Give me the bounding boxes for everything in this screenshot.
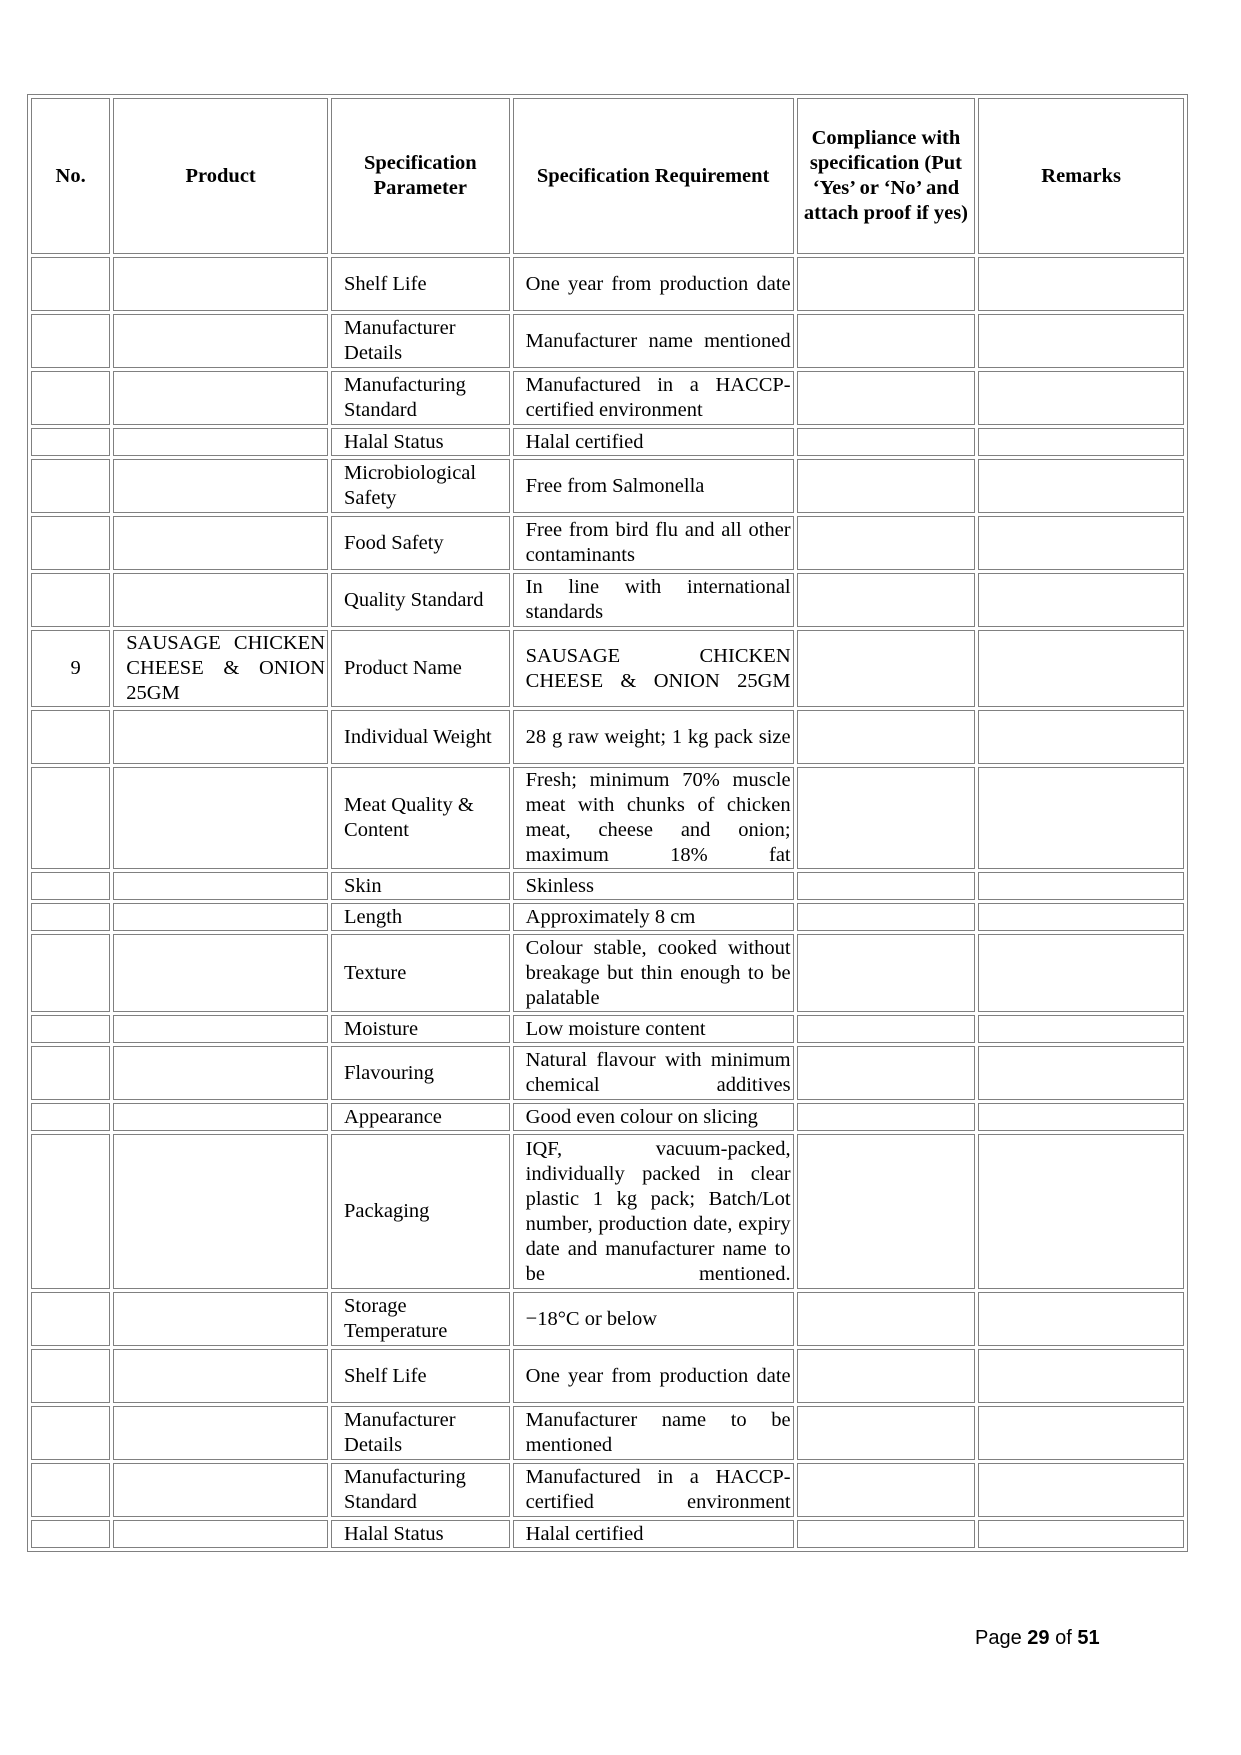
total-pages: 51 [1077, 1627, 1100, 1649]
table-row [31, 1349, 1184, 1403]
row-number [31, 710, 110, 764]
row-parameter: Quality Standard [331, 573, 510, 627]
row-remarks [978, 1103, 1184, 1131]
table-row [31, 257, 1184, 311]
row-compliance [797, 1463, 976, 1517]
table-row [31, 1015, 1184, 1043]
row-product [113, 459, 328, 513]
row-remarks [978, 371, 1184, 425]
row-requirement: Natural flavour with minimum chemical additives [513, 1046, 794, 1100]
row-number [31, 767, 110, 869]
row-requirement: IQF, vacuum-packed, individually packed in clear plastic 1 kg pack; Batch/Lot number, production date, expiry date and manufacturer name to be mentioned. [513, 1134, 794, 1289]
row-product [113, 428, 328, 456]
row-compliance [797, 428, 976, 456]
row-requirement: Free from Salmonella [513, 459, 794, 513]
table-row [31, 710, 1184, 764]
row-remarks [978, 767, 1184, 869]
row-compliance [797, 1134, 976, 1289]
header-row [31, 98, 1184, 254]
row-compliance [797, 1046, 976, 1100]
row-requirement: Halal certified [513, 1520, 794, 1548]
row-parameter: Shelf Life [331, 1349, 510, 1403]
row-remarks [978, 1349, 1184, 1403]
row-parameter: Packaging [331, 1134, 510, 1289]
row-compliance [797, 872, 976, 900]
row-product [113, 872, 328, 900]
page-number [975, 1627, 1100, 1650]
table-row [31, 903, 1184, 931]
row-remarks [978, 934, 1184, 1012]
row-compliance [797, 257, 976, 311]
row-requirement: Colour stable, cooked without breakage but thin enough to be palatable [513, 934, 794, 1012]
row-number [31, 1520, 110, 1548]
row-remarks [978, 710, 1184, 764]
row-remarks [978, 257, 1184, 311]
row-remarks [978, 1046, 1184, 1100]
row-parameter: Halal Status [331, 428, 510, 456]
row-parameter: Texture [331, 934, 510, 1012]
row-compliance [797, 934, 976, 1012]
row-product [113, 257, 328, 311]
row-requirement: Approximately 8 cm [513, 903, 794, 931]
header-parameter: Specification Parameter [331, 98, 510, 254]
row-compliance [797, 516, 976, 570]
row-product [113, 1349, 328, 1403]
row-remarks [978, 314, 1184, 368]
row-number [31, 1134, 110, 1289]
row-remarks [978, 1463, 1184, 1517]
row-product [113, 1463, 328, 1517]
table-row [31, 1046, 1184, 1100]
table-row [31, 1463, 1184, 1517]
row-product [113, 1406, 328, 1460]
table-row [31, 1134, 1184, 1289]
table-row [31, 516, 1184, 570]
row-compliance [797, 710, 976, 764]
row-parameter: Appearance [331, 1103, 510, 1131]
row-parameter: Length [331, 903, 510, 931]
table-row [31, 934, 1184, 1012]
row-compliance [797, 630, 976, 707]
row-parameter: Meat Quality & Content [331, 767, 510, 869]
row-product [113, 314, 328, 368]
row-compliance [797, 1349, 976, 1403]
row-parameter: Storage Temperature [331, 1292, 510, 1346]
page-of: of [1055, 1627, 1072, 1649]
row-requirement: One year from production date [513, 257, 794, 311]
row-remarks [978, 872, 1184, 900]
row-parameter: Manufacturing Standard [331, 371, 510, 425]
row-compliance [797, 314, 976, 368]
table-row [31, 314, 1184, 368]
row-product [113, 516, 328, 570]
row-remarks [978, 1292, 1184, 1346]
row-parameter: Skin [331, 872, 510, 900]
header-no: No. [31, 98, 110, 254]
row-parameter: Individual Weight [331, 710, 510, 764]
row-number [31, 1103, 110, 1131]
header-product: Product [113, 98, 328, 254]
row-number [31, 1463, 110, 1517]
row-requirement: Manufacturer name mentioned [513, 314, 794, 368]
row-requirement: Halal certified [513, 428, 794, 456]
table-row [31, 459, 1184, 513]
row-parameter: Shelf Life [331, 257, 510, 311]
row-product [113, 1134, 328, 1289]
row-number [31, 371, 110, 425]
row-product [113, 903, 328, 931]
table-row [31, 371, 1184, 425]
row-number [31, 428, 110, 456]
row-product [113, 934, 328, 1012]
row-remarks [978, 516, 1184, 570]
row-parameter: Manufacturer Details [331, 314, 510, 368]
row-parameter: Flavouring [331, 1046, 510, 1100]
table-row [31, 1520, 1184, 1548]
row-remarks [978, 1406, 1184, 1460]
row-requirement: Manufacturer name to be mentioned [513, 1406, 794, 1460]
row-parameter: Manufacturer Details [331, 1406, 510, 1460]
table-row [31, 1406, 1184, 1460]
row-product [113, 1015, 328, 1043]
row-product [113, 1520, 328, 1548]
header-requirement: Specification Requirement [513, 98, 794, 254]
row-remarks [978, 1520, 1184, 1548]
row-remarks [978, 1015, 1184, 1043]
row-compliance [797, 1520, 976, 1548]
row-number [31, 314, 110, 368]
row-number [31, 459, 110, 513]
row-number [31, 903, 110, 931]
row-requirement: −18°C or below [513, 1292, 794, 1346]
row-compliance [797, 459, 976, 513]
row-compliance [797, 1406, 976, 1460]
row-requirement: Manufactured in a HACCP-certified environment [513, 1463, 794, 1517]
row-number [31, 1046, 110, 1100]
row-product [113, 767, 328, 869]
row-compliance [797, 1103, 976, 1131]
row-compliance [797, 767, 976, 869]
row-requirement: Low moisture content [513, 1015, 794, 1043]
row-number [31, 1349, 110, 1403]
table-row [31, 1103, 1184, 1131]
row-parameter: Halal Status [331, 1520, 510, 1548]
row-product [113, 573, 328, 627]
page-label: Page [975, 1627, 1022, 1649]
row-parameter: Manufacturing Standard [331, 1463, 510, 1517]
row-product [113, 1292, 328, 1346]
table-row [31, 573, 1184, 627]
row-parameter: Food Safety [331, 516, 510, 570]
row-remarks [978, 903, 1184, 931]
row-product: SAUSAGE CHICKEN CHEESE & ONION 25GM [113, 630, 328, 707]
row-compliance [797, 1015, 976, 1043]
table-row [31, 767, 1184, 869]
row-requirement: Free from bird flu and all other contaminants [513, 516, 794, 570]
row-number [31, 1406, 110, 1460]
row-parameter: Moisture [331, 1015, 510, 1043]
row-number [31, 872, 110, 900]
row-number [31, 257, 110, 311]
row-number [31, 1292, 110, 1346]
table-row [31, 872, 1184, 900]
row-requirement: Fresh; minimum 70% muscle meat with chunks of chicken meat, cheese and onion; maximum 18% fat [513, 767, 794, 869]
row-number [31, 516, 110, 570]
row-compliance [797, 573, 976, 627]
row-requirement: Good even colour on slicing [513, 1103, 794, 1131]
table-row [31, 630, 1184, 707]
row-number [31, 573, 110, 627]
row-product [113, 710, 328, 764]
row-product [113, 371, 328, 425]
row-compliance [797, 371, 976, 425]
row-parameter: Microbiological Safety [331, 459, 510, 513]
specification-table [27, 94, 1188, 1552]
row-remarks [978, 428, 1184, 456]
row-parameter: Product Name [331, 630, 510, 707]
row-requirement: One year from production date [513, 1349, 794, 1403]
row-remarks [978, 573, 1184, 627]
row-number [31, 1015, 110, 1043]
row-requirement: In line with international standards [513, 573, 794, 627]
row-number [31, 934, 110, 1012]
row-remarks [978, 630, 1184, 707]
header-compliance: Compliance with specification (Put ‘Yes’ or ‘No’ and attach proof if yes) [797, 98, 976, 254]
row-remarks [978, 459, 1184, 513]
row-requirement: SAUSAGE CHICKEN CHEESE & ONION 25GM [513, 630, 794, 707]
row-compliance [797, 1292, 976, 1346]
header-remarks: Remarks [978, 98, 1184, 254]
row-compliance [797, 903, 976, 931]
row-product [113, 1046, 328, 1100]
row-requirement: Skinless [513, 872, 794, 900]
row-requirement: 28 g raw weight; 1 kg pack size [513, 710, 794, 764]
table-row [31, 1292, 1184, 1346]
row-remarks [978, 1134, 1184, 1289]
table-row [31, 428, 1184, 456]
current-page: 29 [1027, 1627, 1050, 1649]
row-product [113, 1103, 328, 1131]
row-number: 9 [31, 630, 110, 707]
row-requirement: Manufactured in a HACCP-certified environment [513, 371, 794, 425]
